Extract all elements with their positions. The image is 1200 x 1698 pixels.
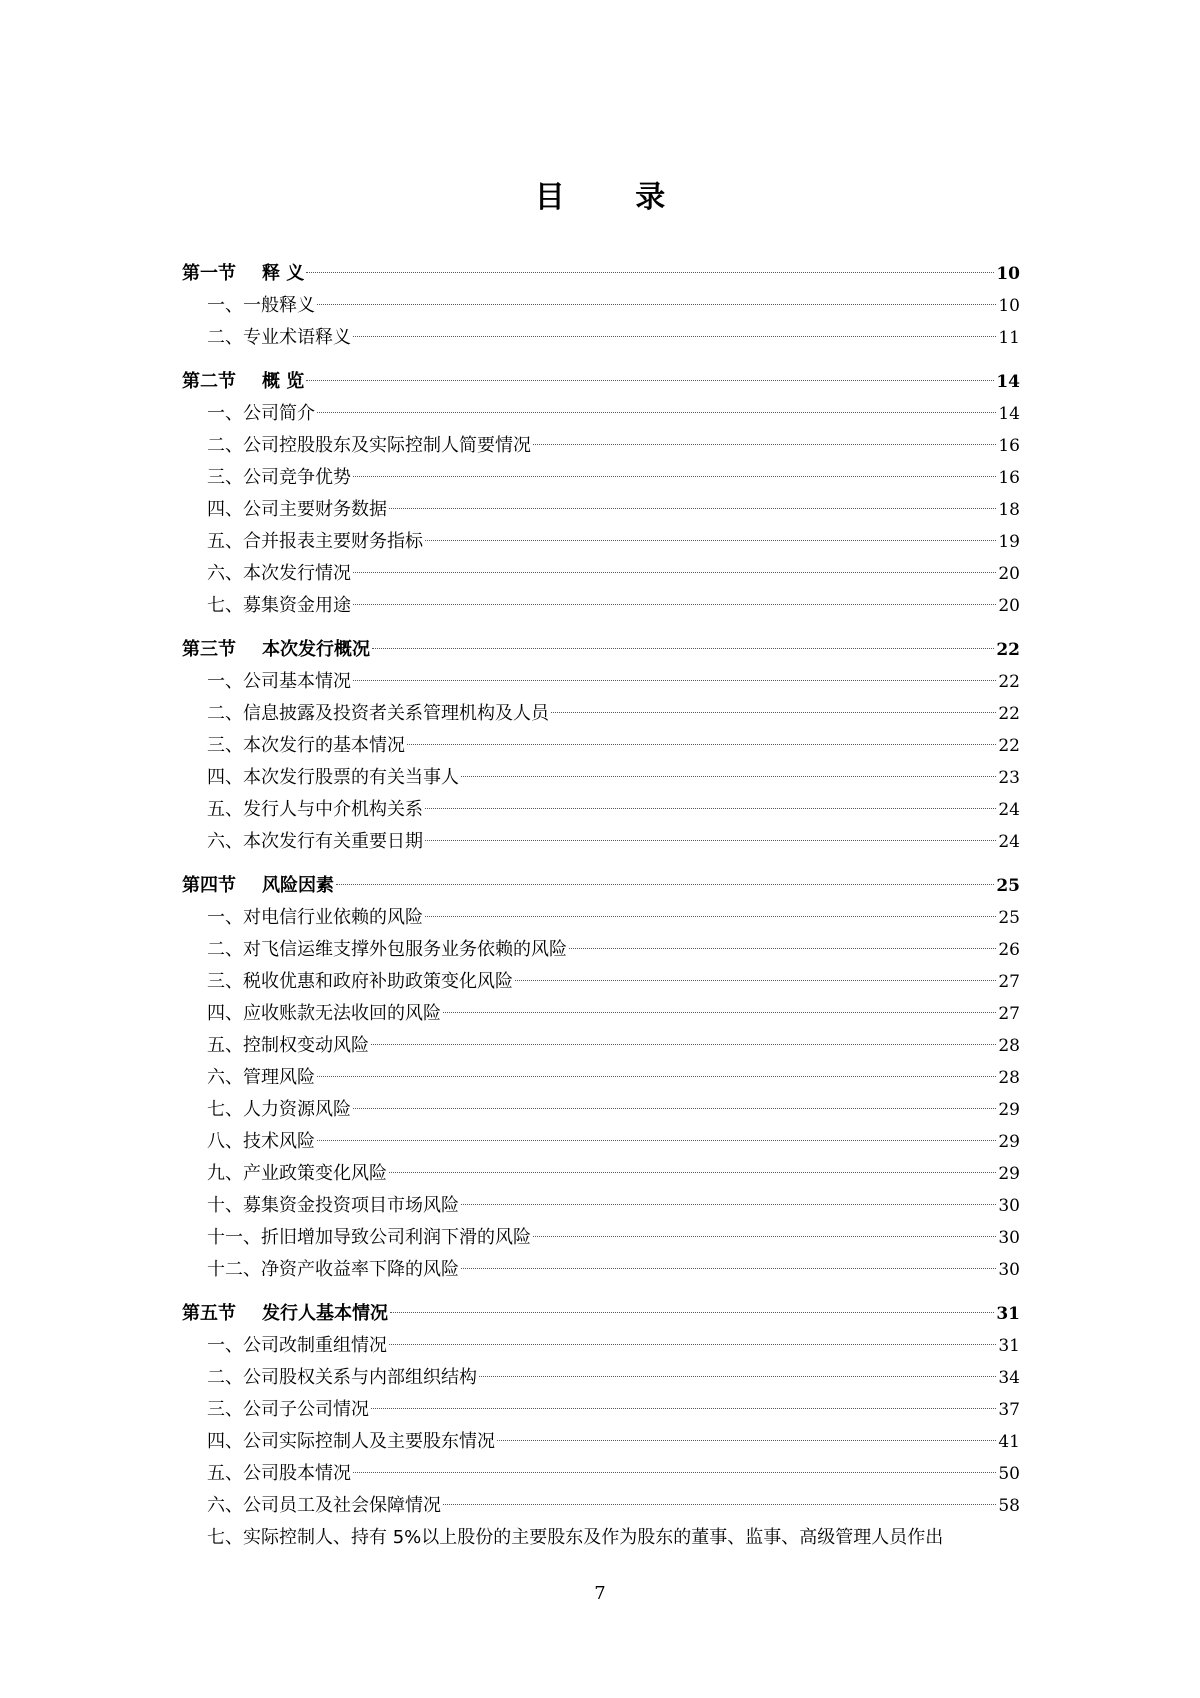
leader-dots bbox=[371, 1408, 996, 1409]
toc-entry[interactable] bbox=[182, 666, 1020, 698]
entry-label: 一、公司基本情况 bbox=[207, 671, 351, 692]
toc-entry[interactable] bbox=[182, 826, 1020, 858]
leader-dots bbox=[551, 712, 996, 713]
page-number: 22 bbox=[998, 672, 1020, 692]
page-number: 10 bbox=[998, 296, 1020, 316]
entry-label: 八、技术风险 bbox=[207, 1131, 315, 1152]
entry-label: 四、本次发行股票的有关当事人 bbox=[207, 767, 459, 788]
entry-label: 二、信息披露及投资者关系管理机构及人员 bbox=[207, 703, 549, 724]
toc-entry[interactable] bbox=[182, 526, 1020, 558]
toc-entry[interactable] bbox=[182, 558, 1020, 590]
leader-dots bbox=[372, 648, 994, 649]
entry-label: 一、对电信行业依赖的风险 bbox=[207, 907, 423, 928]
leader-dots bbox=[461, 1268, 996, 1269]
section-title bbox=[182, 1298, 388, 1330]
leader-dots bbox=[533, 1236, 996, 1237]
entry-label: 三、公司竞争优势 bbox=[207, 467, 351, 488]
leader-dots bbox=[461, 776, 996, 777]
toc-section-3 bbox=[182, 634, 1020, 858]
leader-dots bbox=[479, 1376, 996, 1377]
entry-label: 七、实际控制人、持有 5%以上股份的主要股东及作为股东的董事、监事、高级管理人员作出 bbox=[207, 1527, 944, 1548]
entry-label: 五、控制权变动风险 bbox=[207, 1035, 369, 1056]
toc-entry[interactable] bbox=[182, 1062, 1020, 1094]
entry-label: 二、专业术语释义 bbox=[207, 327, 351, 348]
toc-entry[interactable] bbox=[182, 762, 1020, 794]
toc-entry[interactable] bbox=[182, 966, 1020, 998]
section-number: 第三节 bbox=[182, 639, 236, 660]
section-number: 第四节 bbox=[182, 875, 236, 896]
entry-label: 六、公司员工及社会保障情况 bbox=[207, 1495, 441, 1516]
entry-label: 四、公司实际控制人及主要股东情况 bbox=[207, 1431, 495, 1452]
section-number: 第五节 bbox=[182, 1303, 236, 1324]
leader-dots bbox=[306, 272, 994, 273]
toc-section-heading[interactable] bbox=[182, 366, 1020, 398]
toc-section-heading[interactable] bbox=[182, 870, 1020, 902]
page-number: 31 bbox=[998, 1336, 1020, 1356]
toc-entry[interactable] bbox=[182, 934, 1020, 966]
leader-dots bbox=[353, 336, 996, 337]
toc-entry[interactable] bbox=[182, 1126, 1020, 1158]
page-number: 20 bbox=[998, 564, 1020, 584]
entry-label: 六、本次发行情况 bbox=[207, 563, 351, 584]
toc-entry[interactable] bbox=[182, 430, 1020, 462]
section-number: 第二节 bbox=[182, 371, 236, 392]
leader-dots bbox=[353, 476, 996, 477]
page-number: 16 bbox=[998, 468, 1020, 488]
leader-dots bbox=[336, 884, 994, 885]
page-number: 24 bbox=[998, 832, 1020, 852]
toc-entry[interactable] bbox=[182, 1330, 1020, 1362]
toc-section-heading[interactable] bbox=[182, 1298, 1020, 1330]
page-number-footer: 7 bbox=[594, 1583, 606, 1604]
leader-dots bbox=[317, 412, 996, 413]
toc-entry[interactable] bbox=[182, 698, 1020, 730]
toc-entry[interactable] bbox=[182, 322, 1020, 354]
table-of-contents bbox=[182, 258, 1020, 1554]
toc-entry[interactable] bbox=[182, 1158, 1020, 1190]
entry-label: 七、人力资源风险 bbox=[207, 1099, 351, 1120]
toc-entry[interactable] bbox=[182, 1490, 1020, 1522]
page-number: 30 bbox=[998, 1228, 1020, 1248]
toc-entry[interactable] bbox=[182, 1030, 1020, 1062]
leader-dots bbox=[425, 540, 996, 541]
page-number: 25 bbox=[998, 908, 1020, 928]
leader-dots bbox=[515, 980, 996, 981]
toc-entry[interactable] bbox=[182, 1094, 1020, 1126]
toc-entry[interactable] bbox=[182, 998, 1020, 1030]
section-name: 释 义 bbox=[262, 263, 305, 284]
page-number: 20 bbox=[998, 596, 1020, 616]
toc-entry[interactable] bbox=[182, 794, 1020, 826]
section-title bbox=[182, 258, 304, 290]
page-number: 31 bbox=[996, 1304, 1020, 1324]
entry-label: 七、募集资金用途 bbox=[207, 595, 351, 616]
leader-dots bbox=[390, 1312, 994, 1313]
entry-label: 五、发行人与中介机构关系 bbox=[207, 799, 423, 820]
section-title bbox=[182, 634, 370, 666]
entry-label: 三、本次发行的基本情况 bbox=[207, 735, 405, 756]
leader-dots bbox=[371, 1044, 996, 1045]
entry-label: 十二、净资产收益率下降的风险 bbox=[207, 1259, 459, 1280]
page-number: 30 bbox=[998, 1196, 1020, 1216]
page-number: 14 bbox=[996, 372, 1020, 392]
page-number: 11 bbox=[998, 328, 1020, 348]
leader-dots bbox=[461, 1204, 996, 1205]
toc-entry[interactable] bbox=[182, 590, 1020, 622]
leader-dots bbox=[533, 444, 996, 445]
toc-entry[interactable] bbox=[182, 290, 1020, 322]
toc-entry[interactable] bbox=[182, 1458, 1020, 1490]
entry-label: 二、对飞信运维支撑外包服务业务依赖的风险 bbox=[207, 939, 567, 960]
toc-entry[interactable] bbox=[182, 1254, 1020, 1286]
entry-label: 三、公司子公司情况 bbox=[207, 1399, 369, 1420]
page-number: 29 bbox=[998, 1132, 1020, 1152]
leader-dots bbox=[353, 572, 996, 573]
toc-entry[interactable] bbox=[182, 1426, 1020, 1458]
leader-dots bbox=[389, 1172, 996, 1173]
leader-dots bbox=[569, 948, 996, 949]
page-number: 28 bbox=[998, 1068, 1020, 1088]
entry-label: 十一、折旧增加导致公司利润下滑的风险 bbox=[207, 1227, 531, 1248]
leader-dots bbox=[443, 1504, 996, 1505]
page-number: 19 bbox=[998, 532, 1020, 552]
entry-label: 一、一般释义 bbox=[207, 295, 315, 316]
section-title bbox=[182, 366, 304, 398]
toc-entry[interactable] bbox=[182, 1222, 1020, 1254]
section-name: 本次发行概况 bbox=[262, 639, 370, 660]
leader-dots bbox=[497, 1440, 996, 1441]
entry-label: 六、本次发行有关重要日期 bbox=[207, 831, 423, 852]
toc-section-heading[interactable] bbox=[182, 258, 1020, 290]
page-number: 22 bbox=[998, 704, 1020, 724]
toc-section-4 bbox=[182, 870, 1020, 1286]
page-number: 50 bbox=[998, 1464, 1020, 1484]
toc-entry[interactable] bbox=[182, 730, 1020, 762]
toc-entry[interactable] bbox=[182, 1394, 1020, 1426]
toc-entry[interactable] bbox=[182, 462, 1020, 494]
entry-label: 五、公司股本情况 bbox=[207, 1463, 351, 1484]
page-number: 23 bbox=[998, 768, 1020, 788]
page-number: 26 bbox=[998, 940, 1020, 960]
leader-dots bbox=[407, 744, 996, 745]
entry-label: 三、税收优惠和政府补助政策变化风险 bbox=[207, 971, 513, 992]
page-number: 30 bbox=[998, 1260, 1020, 1280]
page-number: 25 bbox=[996, 876, 1020, 896]
leader-dots bbox=[425, 840, 996, 841]
leader-dots bbox=[317, 1140, 996, 1141]
page-number: 24 bbox=[998, 800, 1020, 820]
toc-entry-continued[interactable] bbox=[182, 1522, 1020, 1554]
entry-label: 十、募集资金投资项目市场风险 bbox=[207, 1195, 459, 1216]
leader-dots bbox=[353, 604, 996, 605]
leader-dots bbox=[353, 1108, 996, 1109]
leader-dots bbox=[443, 1012, 996, 1013]
entry-label: 五、合并报表主要财务指标 bbox=[207, 531, 423, 552]
toc-section-2 bbox=[182, 366, 1020, 622]
page-number: 41 bbox=[998, 1432, 1020, 1452]
page-number: 16 bbox=[998, 436, 1020, 456]
page-number: 37 bbox=[998, 1400, 1020, 1420]
page-title: 目 录 bbox=[534, 180, 696, 215]
page-number: 22 bbox=[996, 640, 1020, 660]
page-number: 29 bbox=[998, 1100, 1020, 1120]
toc-section-1 bbox=[182, 258, 1020, 354]
page-number: 18 bbox=[998, 500, 1020, 520]
leader-dots bbox=[317, 304, 996, 305]
page-number: 27 bbox=[998, 1004, 1020, 1024]
leader-dots bbox=[389, 1344, 996, 1345]
page-number: 34 bbox=[998, 1368, 1020, 1388]
entry-label: 一、公司简介 bbox=[207, 403, 315, 424]
leader-dots bbox=[317, 1076, 996, 1077]
page-number: 22 bbox=[998, 736, 1020, 756]
leader-dots bbox=[353, 680, 996, 681]
toc-section-5 bbox=[182, 1298, 1020, 1554]
toc-entry[interactable] bbox=[182, 1190, 1020, 1222]
leader-dots bbox=[353, 1472, 996, 1473]
section-title bbox=[182, 870, 334, 902]
page-number: 58 bbox=[998, 1496, 1020, 1516]
toc-entry[interactable] bbox=[182, 1362, 1020, 1394]
toc-entry[interactable] bbox=[182, 902, 1020, 934]
entry-label: 二、公司股权关系与内部组织结构 bbox=[207, 1367, 477, 1388]
entry-label: 四、公司主要财务数据 bbox=[207, 499, 387, 520]
toc-entry[interactable] bbox=[182, 398, 1020, 430]
section-number: 第一节 bbox=[182, 263, 236, 284]
leader-dots bbox=[306, 380, 994, 381]
page-number: 10 bbox=[996, 264, 1020, 284]
entry-label: 九、产业政策变化风险 bbox=[207, 1163, 387, 1184]
entry-label: 二、公司控股股东及实际控制人简要情况 bbox=[207, 435, 531, 456]
section-name: 风险因素 bbox=[262, 875, 334, 896]
section-name: 发行人基本情况 bbox=[262, 1303, 388, 1324]
leader-dots bbox=[425, 916, 996, 917]
entry-label: 一、公司改制重组情况 bbox=[207, 1335, 387, 1356]
page-number: 27 bbox=[998, 972, 1020, 992]
toc-section-heading[interactable] bbox=[182, 634, 1020, 666]
entry-label: 四、应收账款无法收回的风险 bbox=[207, 1003, 441, 1024]
page-number: 28 bbox=[998, 1036, 1020, 1056]
entry-label: 六、管理风险 bbox=[207, 1067, 315, 1088]
section-name: 概 览 bbox=[262, 371, 305, 392]
toc-entry[interactable] bbox=[182, 494, 1020, 526]
page-number: 29 bbox=[998, 1164, 1020, 1184]
page-number: 14 bbox=[998, 404, 1020, 424]
leader-dots bbox=[389, 508, 996, 509]
leader-dots bbox=[425, 808, 996, 809]
